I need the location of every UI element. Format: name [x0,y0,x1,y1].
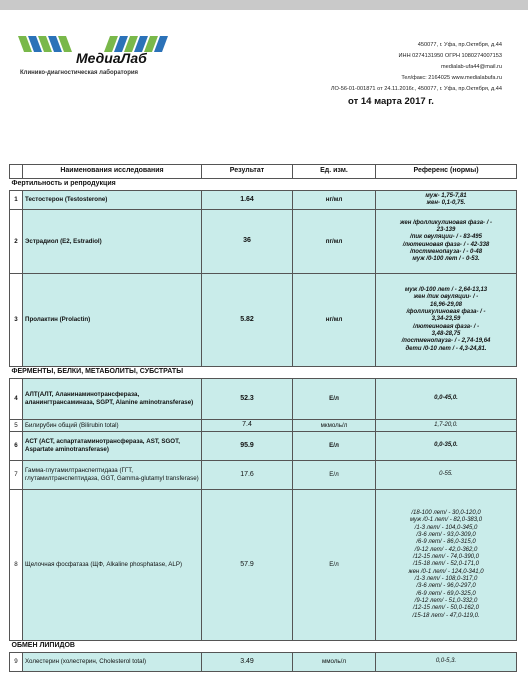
header-number [10,165,23,179]
test-name: АСТ (АСТ, аспартатаминотрансфераза, AST, SGOT, Aspartate aminotransferase) [23,432,202,461]
test-unit: мкмоль/л [293,420,376,432]
test-reference [376,420,517,432]
address-line: 450077, г. Уфа, пр.Октября, д.44 [417,42,502,48]
section-row [10,367,517,379]
section-title: ФЕРМЕНТЫ, БЕЛКИ, МЕТАБОЛИТЫ, СУБСТРАТЫ [10,367,517,379]
test-result: 36 [202,210,293,274]
reference-line: /пик овуляции- / - 83-495 [410,234,482,241]
test-result: 7.4 [202,420,293,432]
row-number: 8 [10,490,23,641]
table-row [10,210,517,274]
test-result: 17.6 [202,461,293,490]
section-title: ОБМЕН ЛИПИДОВ [10,641,517,653]
test-name: АЛТ(АЛТ, Аланинаминотрансфераза, аланингтрансаминаза, SGPT, Alanine aminotransferase) [23,379,202,420]
reference-line: /постменопауза- / - 0-48 [409,248,483,255]
section-title: Фертильность и репродукция [10,179,517,191]
reference-line: /12-15 лет/ - 74,0-390,0 [412,554,480,561]
row-number: 4 [10,379,23,420]
test-name: Тестостерон (Testosterone) [23,191,202,210]
lab-logo [18,34,188,84]
test-result: 52.3 [202,379,293,420]
lab-address-block [331,40,502,95]
reference-line: жен- 0,1-0,75. [426,200,466,206]
address-line: Тел/факс: 2164025 www.medialabufa.ru [401,75,502,81]
row-number: 3 [10,274,23,367]
reference-line: муж /0-100 лет / - 0-53. [412,256,480,263]
table-row [10,420,517,432]
row-number: 1 [10,191,23,210]
reference-line: муж /0-100 лет / - 2,64-13,13 [404,287,488,294]
test-reference [376,653,517,672]
test-reference [376,490,517,641]
test-unit: нг/мл [293,274,376,367]
reference-line: /9-12 лет/ - 51,0-332,0 [414,597,478,604]
reference-line: жен /фолликулиновая фаза- / - [399,219,493,226]
row-number: 9 [10,653,23,672]
lab-subtitle: Клинико-диагностическая лаборатория [20,70,139,76]
table-row [10,490,517,641]
reference-line: 16,96-29,08 [429,301,463,308]
report-date: от 14 марта 2017 г. [348,96,434,107]
reference-line: муж /0-1 лет/ - 82,0-383,0 [409,517,483,524]
reference-line: /15-18 лет/ - 52,0-171,0 [412,561,480,568]
test-name: Щелочная фосфатаза (ЩФ, Alkaline phosphatase, ALP) [23,490,202,641]
section-row [10,179,517,191]
table-row [10,432,517,461]
reference-line: жен /пик овуляции- / - [413,294,479,301]
test-unit: Е/л [293,490,376,641]
address-line: medialab-ufa44@mail.ru [440,64,502,70]
table-row [10,461,517,490]
test-reference [376,191,517,210]
reference-line: 3,34-23,59 [431,316,461,323]
table-row [10,379,517,420]
test-reference [376,432,517,461]
address-line: ИНН 0274131950 ОГРН 1080274007153 [398,53,502,59]
reference-line: 1,7-20,0. [434,421,458,428]
test-result: 3.49 [202,653,293,672]
reference-line: 0-55. [439,471,453,478]
test-unit: пг/мл [293,210,376,274]
reference-line: /лютеиновая фаза- / - [412,323,480,330]
scan-top-edge [0,0,528,10]
reference-line: /постменопауза- / - 2,74-19,64 [401,338,491,345]
reference-line: жен /0-1 лет/ - 124,0-341,0 [408,568,484,575]
results-body [10,179,517,672]
header-result: Результат [202,165,293,179]
table-header-row [10,165,517,179]
test-name: Билирубин общий (Bilirubin total) [23,420,202,432]
test-reference [376,210,517,274]
test-unit: ммоль/л [293,653,376,672]
row-number: 2 [10,210,23,274]
reference-line: /18-100 лет/ - 30,0-120,0 [411,510,481,517]
reference-line: /3-6 лет/ - 93,0-309,0 [416,532,476,539]
reference-line: 0,0-35,0. [434,442,458,449]
row-number: 6 [10,432,23,461]
header-name: Наименования исследования [23,165,202,179]
test-name: Гамма-глутамилтранспептидаза (ГГТ, глутамилтранспептидаза, GGT, Gamma-glutamyl transferase) [23,461,202,490]
test-unit: нг/мл [293,191,376,210]
test-result: 1.64 [202,191,293,210]
reference-line: /фолликулиновая фаза- / - [406,309,486,316]
reference-line: 0,0-45,0. [434,395,458,402]
row-number: 5 [10,420,23,432]
header-reference: Референс (нормы) [376,165,517,179]
reference-line: /6-9 лет/ - 86,0-315,0 [416,539,476,546]
table-row [10,191,517,210]
test-unit: Е/л [293,461,376,490]
test-reference [376,461,517,490]
row-number: 7 [10,461,23,490]
reference-line: дети /0-10 лет / - 4,3-24,81. [405,345,487,352]
test-result: 95.9 [202,432,293,461]
lab-name: МедиаЛаб [76,50,147,66]
results-table [9,164,517,672]
header-unit: Ед. изм. [293,165,376,179]
reference-line: /3-6 лет/ - 96,0-297,0 [416,583,476,590]
reference-line: /1-3 лет/ - 104,0-345,0 [414,524,478,531]
table-row [10,653,517,672]
reference-line: /1-3 лет/ - 108,0-317,0 [414,575,478,582]
test-name: Пролактин (Prolactin) [23,274,202,367]
reference-line: 23-139 [436,226,456,233]
section-row [10,641,517,653]
table-row [10,274,517,367]
address-line: ЛО-56-01-001871 от 24.11.2016г., 450077, г. Уфа, пр.Октября, д.44 [330,86,502,92]
test-name: Эстрадиол (E2, Estradiol) [23,210,202,274]
test-reference [376,379,517,420]
test-unit: Е/л [293,432,376,461]
reference-line: /6-9 лет/ - 69,0-325,0 [416,590,476,597]
test-unit: Е/л [293,379,376,420]
test-reference [376,274,517,367]
test-result: 5.82 [202,274,293,367]
test-name: Холестерин (холестерин, Cholesterol total) [23,653,202,672]
reference-line: /15-18 лет/ - 47,0-119,0. [412,612,480,619]
reference-line: /12-15 лет/ - 50,0-162,0 [412,605,480,612]
test-result: 57.9 [202,490,293,641]
reference-line: 0,0-5,3. [435,658,457,665]
reference-line: 3,48-28,75 [431,330,461,337]
reference-line: /9-12 лет/ - 42,0-362,0 [414,546,478,553]
reference-line: муж- 1,75-7,81 [425,192,467,199]
reference-line: /лютеиновая фаза- / - 42-338 [402,241,490,248]
